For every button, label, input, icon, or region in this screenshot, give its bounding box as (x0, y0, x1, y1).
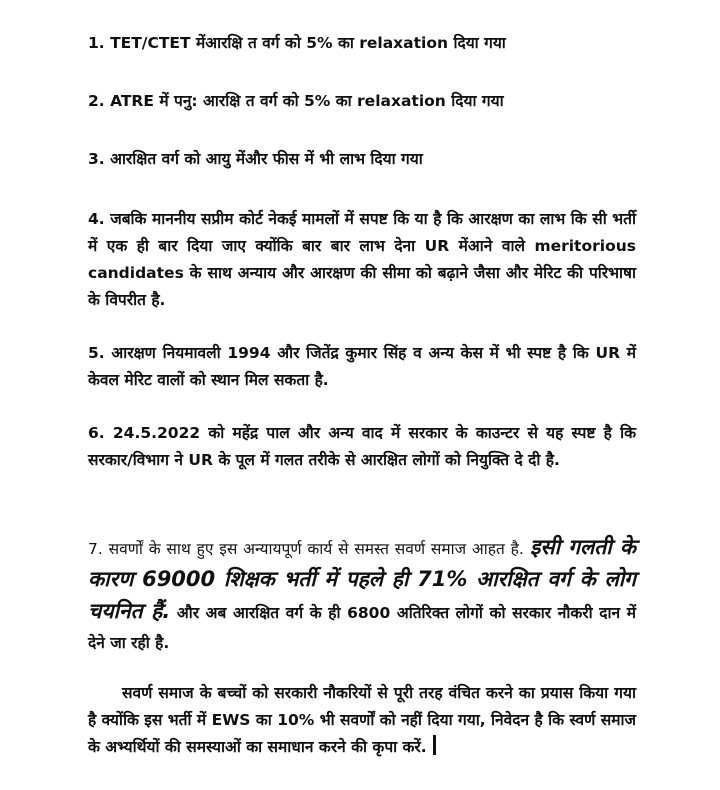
point-7-emphasis: इसी गलती के कारण 69000 शिक्षक भर्ती में पहले ही 71% आरक्षित वर्ग के लोग चयनित हैं. (88, 535, 636, 623)
point-2: 2. ATRE में पनु: आरक्षि त वर्ग को 5% का relaxation दिया गया (88, 92, 504, 110)
point-5: 5. आरक्षण नियमावली 1994 और जितेंद्र कुमार सिंह व अन्य केस में भी स्पष्ट है कि UR में केवल मेरिट वालों को स्थान मिल सकता है. (88, 344, 636, 389)
closing-paragraph (88, 680, 636, 761)
point-1: 1. TET/CTET मेंआरक्षि त वर्ग को 5% का relaxation दिया गया (88, 34, 506, 52)
point-4: 4. जबकि माननीय सप्रीम कोर्ट नेकई मामलों में सपष्ट कि या है कि आरक्षण का लाभ कि सी भर्ती में एक ही बार दिया जाए क्योंकि बार बार लाभ देना UR मेंआने वाले meritorious candidates के साथ अन्याय और आरक्षण की सीमा को बढ़ाने जैसा और मेरिट की परिभाषा के विपरीत है. (88, 210, 636, 309)
point-7-rest: और अब आरक्षित वर्ग के ही 6800 अतिरिक्त लोगों को सरकार नौकरी दान में देने जा रही है. (88, 604, 636, 652)
point-3: 3. आरक्षित वर्ग को आयु मेंऔर फीस में भी लाभ दिया गया (88, 150, 423, 168)
point-7 (88, 532, 636, 658)
text-cursor (433, 735, 436, 755)
closing-text: सवर्ण समाज के बच्चों को सरकारी नौकरियों से पूरी तरह वंचित करने का प्रयास किया गया है क्योंकि इस भर्ती में EWS का 10% भी सवर्णों को नहीं दिया गया, निवेदन है कि स्वर्ण समाज के अभ्यर्थियों की समस्याओं का समाधान करने की कृपा करें. (88, 684, 636, 756)
point-6: 6. 24.5.2022 को महेंद्र पाल और अन्य वाद में सरकार के काउन्टर से यह स्पष्ट है कि सरकार/विभाग ने UR के पूल में गलत तरीके से आरक्षित लोगों को नियुक्ति दे दी है. (88, 424, 636, 469)
point-7-intro: 7. सवर्णों के साथ हुए इस अन्यायपूर्ण कार्य से समस्त सवर्ण समाज आहत है. (88, 540, 524, 558)
